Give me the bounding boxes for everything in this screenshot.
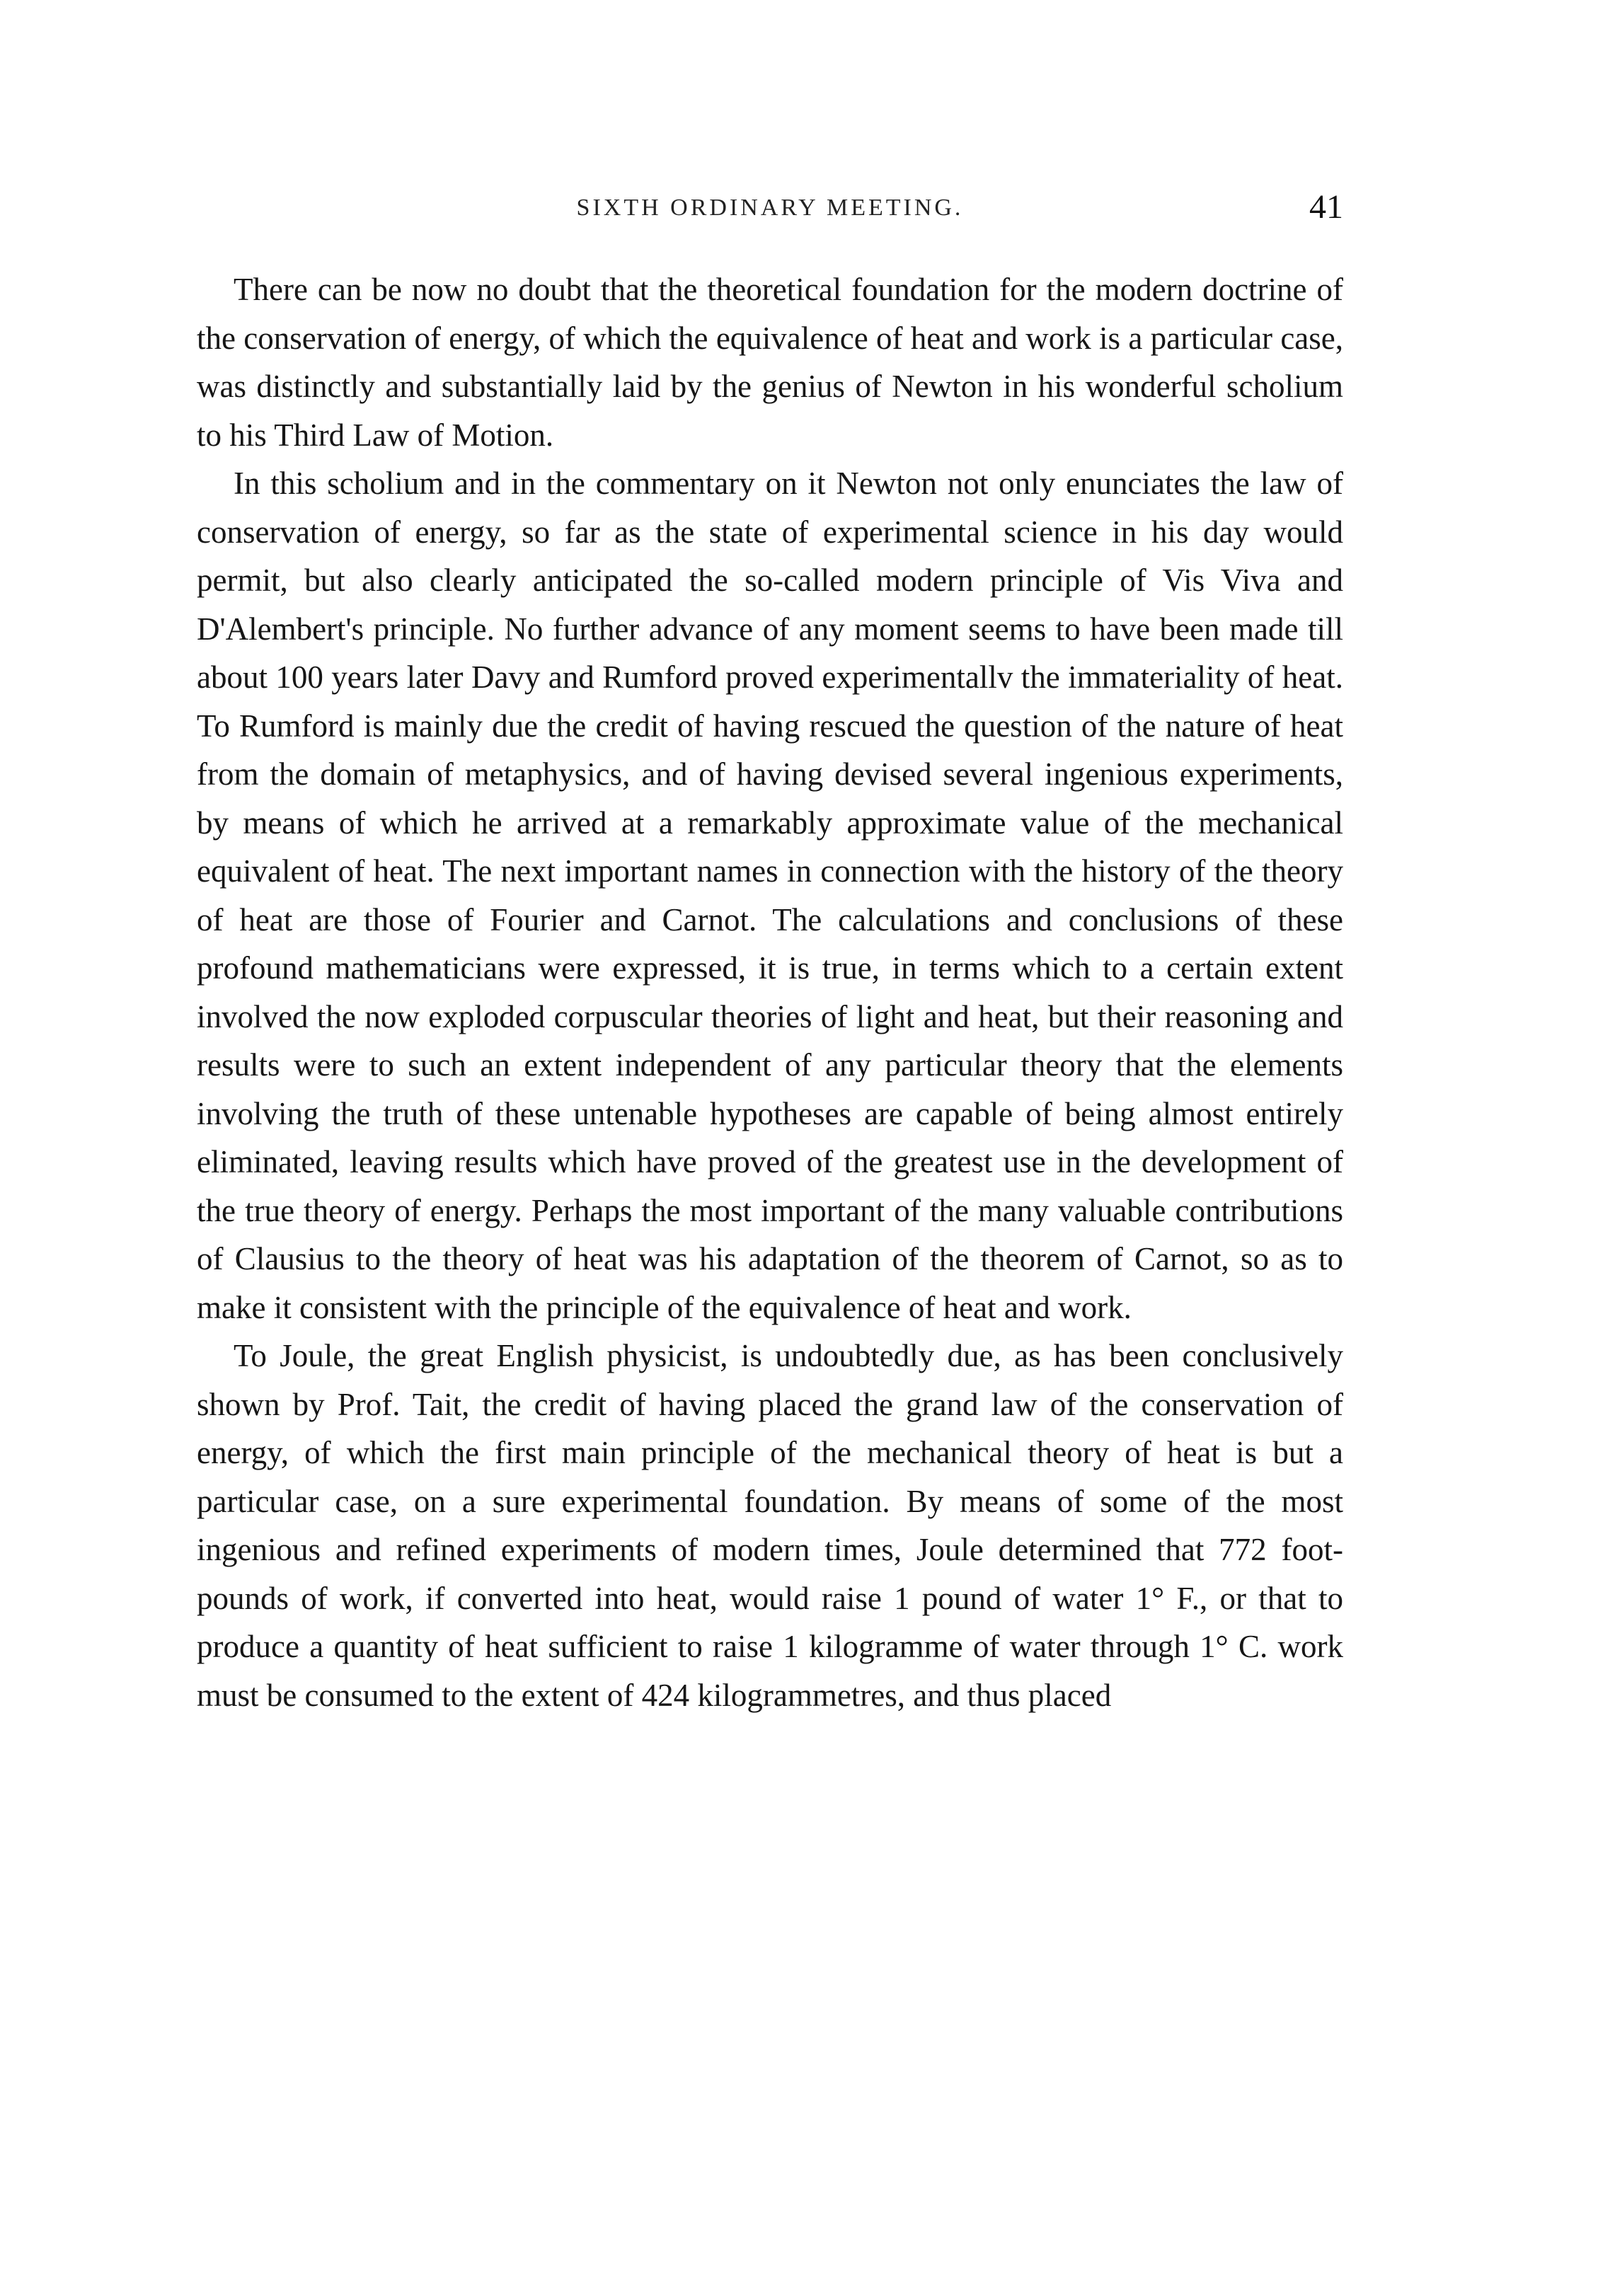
body-text	[197, 265, 1343, 1719]
paragraph-newton-foundation: There can be now no doubt that the theoretical foundation for the modern doctrine of the conservation of energy, of which the equivalence of heat and work is a particular case, was distinctly and substantially laid by the genius of Newton in his wonderful scholium to his Third Law of Motion.	[197, 272, 1343, 453]
paragraph-scholium-history: In this scholium and in the commentary on it Newton not only enunciates the law of conservation of energy, so far as the state of experimental science in his day would permit, but also clearly anticipated the so-called modern principle of Vis Viva and D'Alembert's principle. No further advance of any moment seems to have been made till about 100 years later Davy and Rumford proved experimentallv the immateriality of heat. To Rumford is mainly due the credit of having rescued the question of the nature of heat from the domain of metaphysics, and of having devised several ingenious experiments, by means of which he arrived at a remarkably approximate value of the mechanical equivalent of heat. The next important names in connection with the history of the theory of heat are those of Fourier and Carnot. The calculations and conclusions of these profound mathematicians were expressed, it is true, in terms which to a certain extent involved the now exploded corpuscular theories of light and heat, but their reasoning and results were to such an extent independent of any particular theory that the elements involving the truth of these untenable hypotheses are capable of being almost entirely eliminated, leaving results which have proved of the greatest use in the development of the true theory of energy. Perhaps the most important of the many valuable contributions of Clausius to the theory of heat was his adaptation of the theorem of Carnot, so as to make it consistent with the principle of the equivalence of heat and work.	[197, 466, 1343, 1325]
page-header	[197, 188, 1343, 237]
page-number: 41	[1309, 188, 1343, 226]
running-head: SIXTH ORDINARY MEETING.	[576, 195, 964, 221]
paragraph-joule-experiments: To Joule, the great English physicist, is undoubtedly due, as has been conclusively shown by Prof. Tait, the credit of having placed the grand law of the conservation of energy, of which the first main principle of the mechanical theory of heat is but a particular case, on a sure experimental foundation. By means of some of the most ingenious and refined experiments of modern times, Joule determined that 772 foot-pounds of work, if converted into heat, would raise 1 pound of water 1° F., or that to produce a quantity of heat sufficient to raise 1 kilogramme of water through 1° C. work must be consumed to the extent of 424 kilogrammetres, and thus placed	[197, 1338, 1343, 1713]
